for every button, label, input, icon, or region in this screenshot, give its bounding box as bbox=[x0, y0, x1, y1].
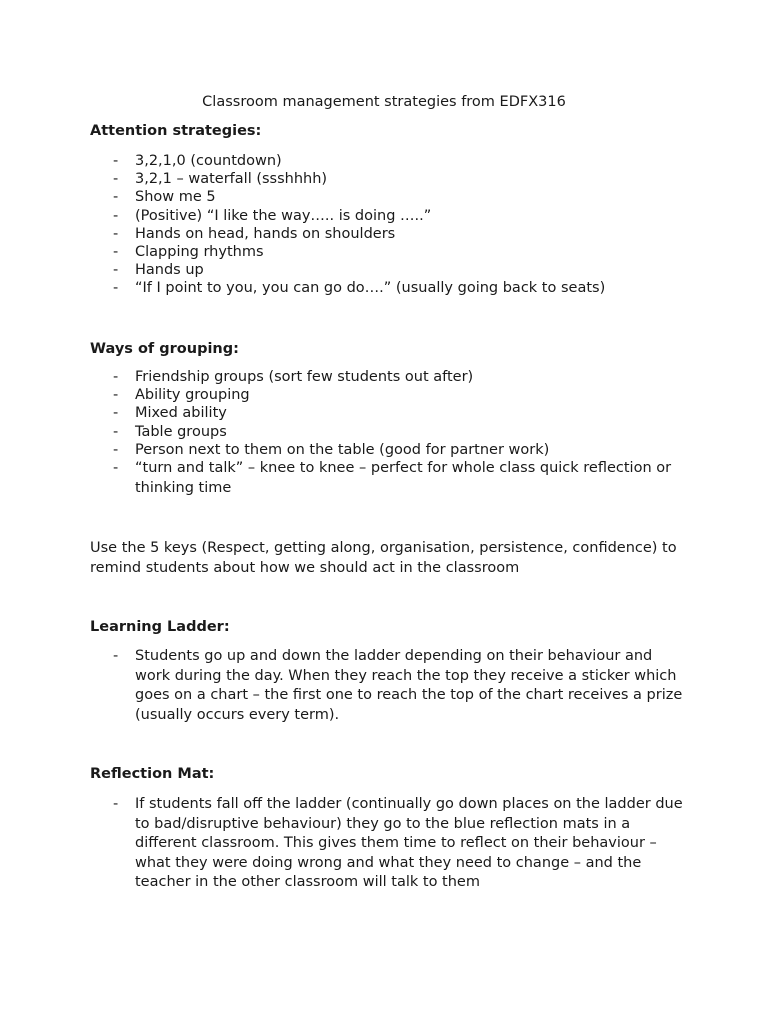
grouping-list bbox=[110, 368, 690, 498]
document-title: Classroom management strategies from EDFX316 bbox=[202, 94, 566, 110]
list-item: - Mixed ability bbox=[110, 404, 690, 422]
list-item: - 3,2,1 – waterfall (ssshhhh) bbox=[110, 170, 690, 188]
list-item: - “turn and talk” – knee to knee – perfect for whole class quick reflection or thinking time bbox=[110, 459, 690, 498]
section-heading-reflection: Reflection Mat: bbox=[90, 766, 215, 782]
list-item: - If students fall off the ladder (continually go down places on the ladder due to bad/disruptive behaviour) they go to the blue reflection mats in a different classroom. This gives them time to reflect on their behaviour – what they were doing wrong and what they need to change – and the teacher in the other classroom will talk to them bbox=[110, 795, 690, 893]
list-item: - “If I point to you, you can go do….” (usually going back to seats) bbox=[110, 279, 690, 297]
five-keys-paragraph: Use the 5 keys (Respect, getting along, organisation, persistence, confidence) to remind students about how we should act in the classroom bbox=[90, 540, 677, 576]
ladder-list bbox=[110, 647, 690, 725]
list-item: - Table groups bbox=[110, 423, 690, 441]
list-item: - Students go up and down the ladder depending on their behaviour and work during the day. When they reach the top they receive a sticker which goes on a chart – the first one to reach the top of the chart receives a prize (usually occurs every term). bbox=[110, 647, 690, 725]
list-item: - Ability grouping bbox=[110, 386, 690, 404]
list-item: - Clapping rhythms bbox=[110, 243, 690, 261]
list-item: - Hands up bbox=[110, 261, 690, 279]
list-item: - 3,2,1,0 (countdown) bbox=[110, 152, 690, 170]
list-item: - Friendship groups (sort few students out after) bbox=[110, 368, 690, 386]
list-item: - Person next to them on the table (good for partner work) bbox=[110, 441, 690, 459]
section-heading-grouping: Ways of grouping: bbox=[90, 341, 239, 357]
section-heading-ladder: Learning Ladder: bbox=[90, 619, 230, 635]
list-item: - (Positive) “I like the way….. is doing …..” bbox=[110, 207, 690, 225]
list-item: - Show me 5 bbox=[110, 188, 690, 206]
section-heading-attention: Attention strategies: bbox=[90, 123, 262, 139]
list-item: - Hands on head, hands on shoulders bbox=[110, 225, 690, 243]
attention-list bbox=[110, 152, 690, 298]
reflection-list bbox=[110, 795, 690, 893]
